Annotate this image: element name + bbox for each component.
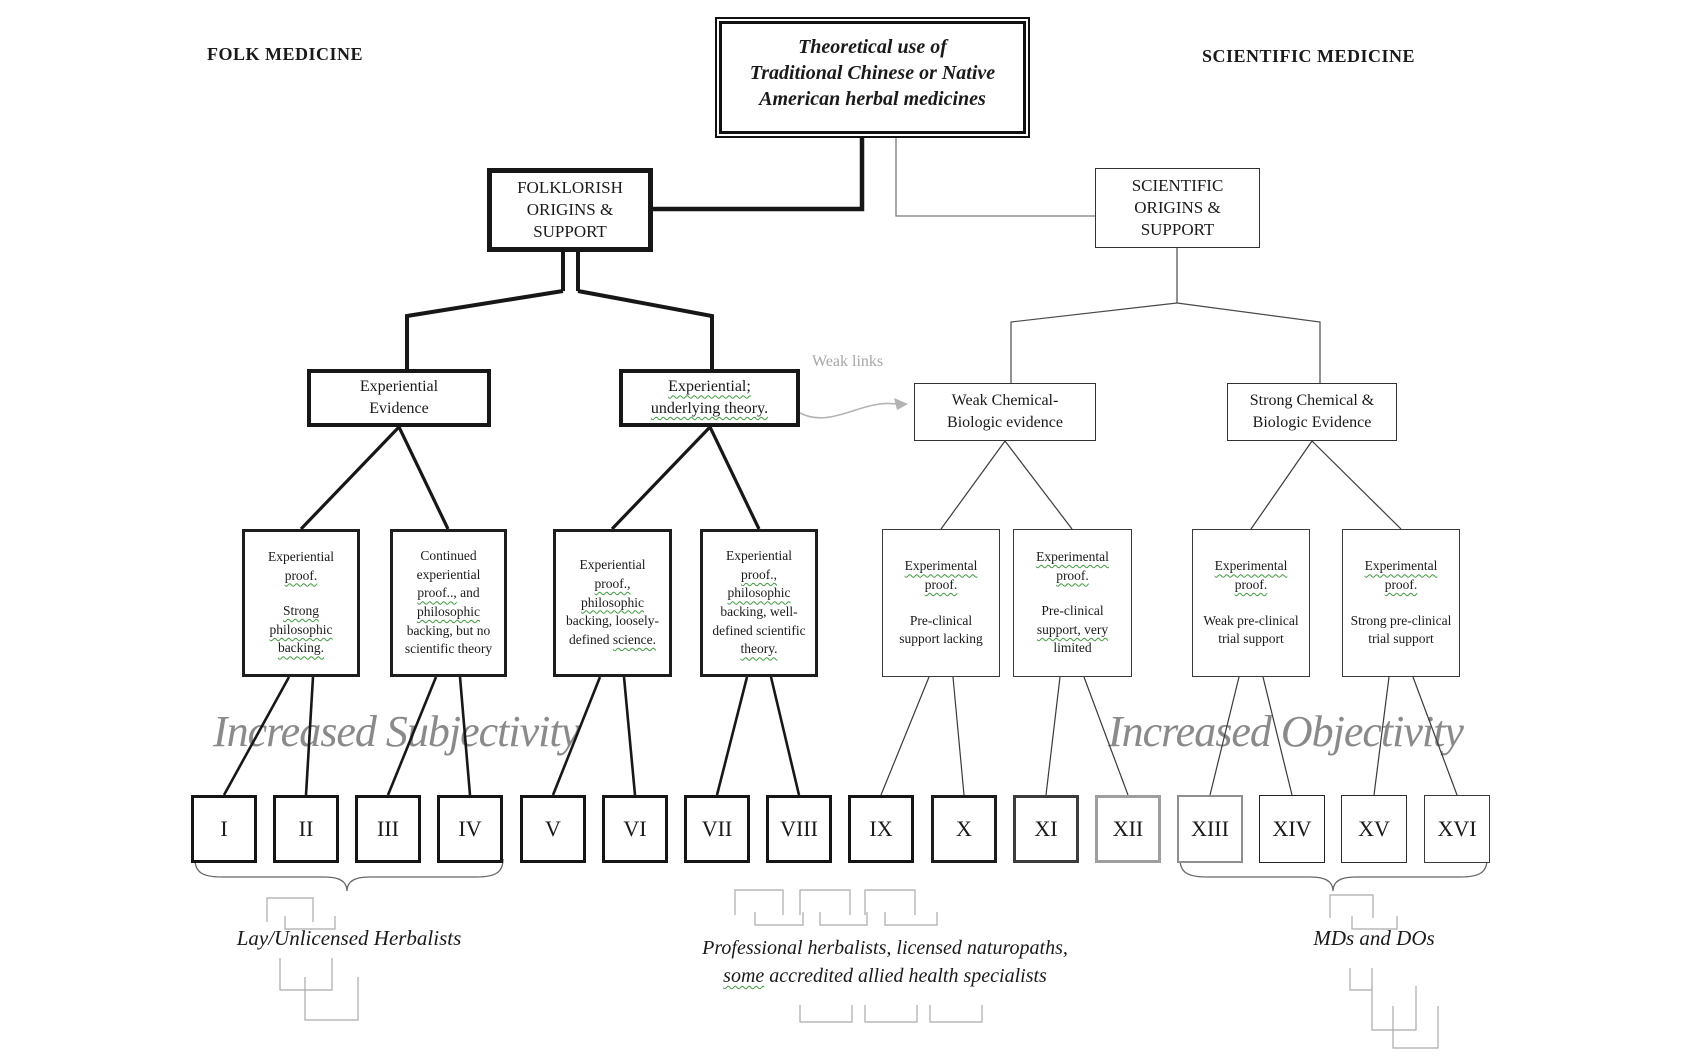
box-experiential-underlying-theory	[619, 369, 800, 427]
numeral-box-10: X	[931, 795, 997, 863]
numeral-box-9: IX	[848, 795, 914, 863]
weak-chemical-line2: Biologic evidence	[947, 414, 1063, 431]
numeral-box-4: IV	[437, 795, 503, 863]
folklorish-origins-label: FOLKLORISH ORIGINS & SUPPORT	[517, 177, 623, 242]
evidence-box-3: Experiential proof., philosophic backing, loosely-defined science.	[553, 529, 672, 677]
box-experiential-evidence	[307, 369, 491, 427]
numeral-box-11: XI	[1013, 795, 1079, 863]
experiential-theory-line2: underlying theory.	[650, 400, 769, 417]
scientific-origins-label: SCIENTIFIC ORIGINS & SUPPORT	[1131, 175, 1224, 240]
numeral-box-16: XVI	[1424, 795, 1490, 863]
numeral-box-1: I	[191, 795, 257, 863]
box-strong-chemical-biologic	[1227, 383, 1397, 441]
title-line-1: Theoretical use of	[798, 36, 947, 58]
numeral-box-3: III	[355, 795, 421, 863]
connector-folk-l2-l3	[407, 252, 712, 369]
title-line-3: American herbal medicines	[759, 88, 986, 110]
connector-science-l3-l4	[941, 441, 1401, 529]
connector-folk-l3-l4	[301, 427, 759, 529]
numeral-box-12: XII	[1095, 795, 1161, 863]
numeral-box-6: VI	[602, 795, 668, 863]
numeral-box-14: XIV	[1259, 795, 1325, 863]
evidence-box-6: Experimental proof. Pre-clinical support, very limited	[1013, 529, 1132, 677]
evidence-box-4: Experiential proof., philosophic backing, well-defined scientific theory.	[700, 529, 818, 677]
evidence-box-5: Experimental proof. Pre-clinical support lacking	[882, 529, 1000, 677]
watermark-increased-subjectivity: Increased Subjectivity	[213, 707, 580, 756]
evidence-box-2: Continued experiential proof.., and philosophic backing, but no scientific theory	[390, 529, 507, 677]
title-text	[719, 21, 1026, 134]
numeral-box-5: V	[520, 795, 586, 863]
title-line-2: Traditional Chinese or Native	[749, 62, 996, 84]
brace-right	[1180, 859, 1487, 891]
weak-links-arrow	[800, 398, 908, 418]
weak-links-label: Weak links	[812, 353, 884, 370]
title-box	[715, 17, 1030, 138]
numeral-box-2: II	[273, 795, 339, 863]
experiential-evidence-line2: Evidence	[369, 400, 429, 417]
professional-herbalists-line2: some accredited allied health specialists	[723, 965, 1047, 987]
box-scientific-origins	[1095, 168, 1260, 248]
weak-chemical-line1: Weak Chemical-	[951, 392, 1059, 410]
connector-title-to-folk	[653, 138, 862, 209]
strong-chemical-line1: Strong Chemical &	[1249, 392, 1375, 410]
header-folk-medicine: FOLK MEDICINE	[207, 44, 364, 64]
evidence-box-1: Experiential proof. Strong philosophic backing.	[242, 529, 360, 677]
numeral-box-8: VIII	[766, 795, 832, 863]
group-label-professional-herbalists	[635, 934, 1135, 990]
numeral-box-7: VII	[684, 795, 750, 863]
box-folklorish-origins	[487, 168, 653, 252]
numeral-box-15: XV	[1341, 795, 1407, 863]
watermark-increased-objectivity: Increased Objectivity	[1108, 707, 1463, 756]
header-scientific-medicine: SCIENTIFIC MEDICINE	[1202, 46, 1416, 66]
evidence-box-8: Experimental proof. Strong pre-clinical trial support	[1342, 529, 1460, 677]
numeral-box-13: XIII	[1177, 795, 1243, 863]
experiential-evidence-line1: Experiential	[359, 378, 439, 396]
brace-left	[195, 859, 503, 891]
connector-science-l2-l3	[1011, 248, 1320, 383]
connector-title-to-science	[896, 138, 1095, 216]
group-label-lay-herbalists: Lay/Unlicensed Herbalists	[236, 926, 462, 950]
professional-herbalists-line1: Professional herbalists, licensed naturopaths,	[702, 937, 1068, 959]
strong-chemical-line2: Biologic Evidence	[1252, 414, 1372, 431]
group-label-mds-dos: MDs and DOs	[1313, 926, 1435, 950]
evidence-box-7: Experimental proof. Weak pre-clinical trial support	[1192, 529, 1310, 677]
box-weak-chemical-biologic	[914, 383, 1096, 441]
experiential-theory-line1: Experiential;	[668, 378, 751, 396]
